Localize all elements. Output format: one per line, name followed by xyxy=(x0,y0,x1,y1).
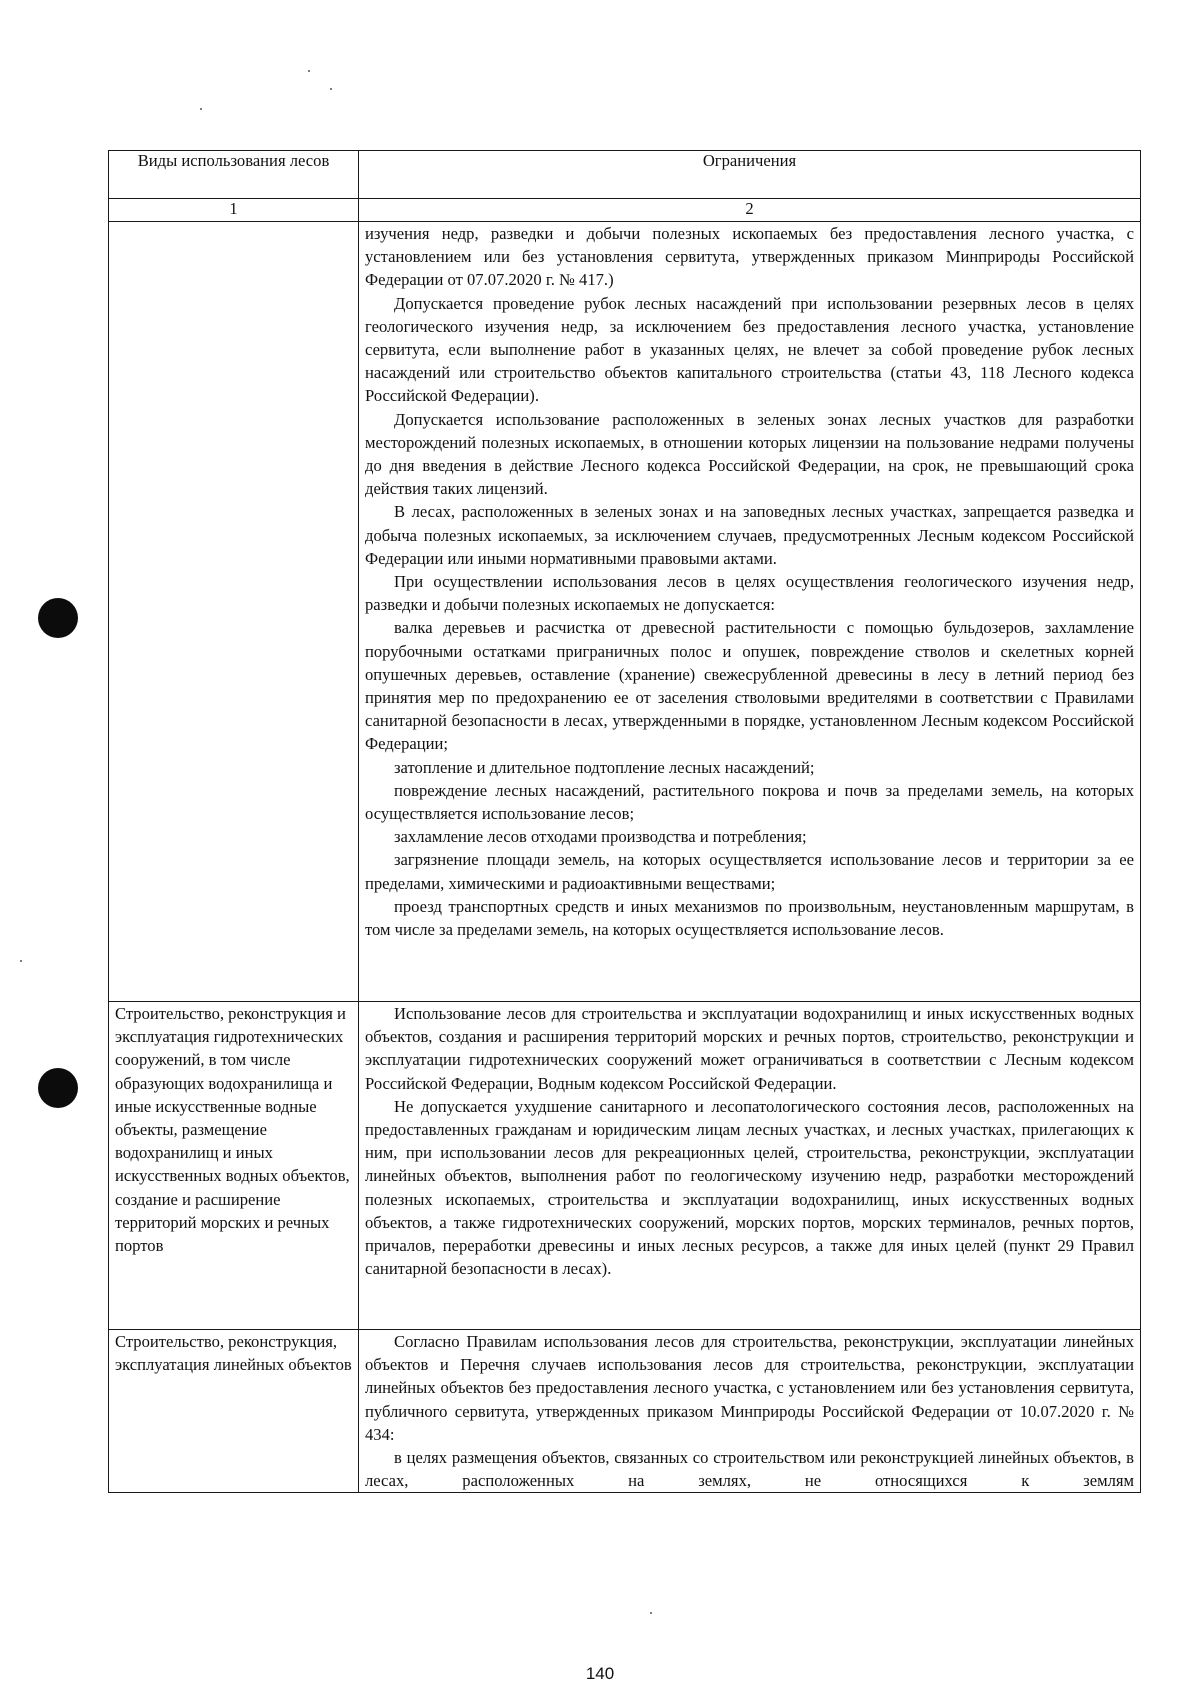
row-category: Строительство, реконструкция, эксплуатация линейных объектов xyxy=(109,1330,359,1493)
scan-speck xyxy=(20,960,22,962)
table-row xyxy=(109,1330,1141,1493)
row-restrictions xyxy=(359,1002,1141,1330)
restriction-paragraph: в целях размещения объектов, связанных со строительством или реконструкцией линейных объектов, в лесах, расположенных на землях, не относящихся к землям xyxy=(365,1448,1134,1491)
row-restrictions xyxy=(359,222,1141,1002)
column-number-1: 1 xyxy=(109,199,359,222)
restriction-paragraph: В лесах, расположенных в зеленых зонах и на заповедных лесных участках, запрещается разведка и добыча полезных ископаемых, за исключением случаев, предусмотренных Лесным кодексом Российской Федерации или иными нормативными правовыми актами. xyxy=(365,502,1134,568)
restriction-paragraph: Использование лесов для строительства и эксплуатации водохранилищ и иных искусственных водных объектов, создания и расширения территорий морских и речных портов, строительство, реконструкции и эксплуатации гидротехнических сооружений может ограничиваться в соответствии с Лесным кодексом Российской Федерации, Водным кодексом Российской Федерации. xyxy=(365,1004,1134,1093)
table-row xyxy=(109,1002,1141,1330)
page-number: 140 xyxy=(585,1664,615,1683)
restriction-list-item: загрязнение площади земель, на которых осуществляется использование лесов и территории за ее пределами, химическими и радиоактивными веществами; xyxy=(365,850,1134,893)
binder-hole xyxy=(38,598,78,638)
header-col-forest-use-types: Виды использования лесов xyxy=(109,151,359,199)
row-category: Строительство, реконструкция и эксплуатация гидротехнических сооружений, в том числе образующих водохранилища и иные искусственные водные объекты, размещение водохранилищ и иных искусственных водных объектов, создание и расширение территорий морских и речных портов xyxy=(109,1002,359,1330)
restriction-list-item: повреждение лесных насаждений, растительного покрова и почв за пределами земель, на которых осуществляется использование лесов; xyxy=(365,780,1134,824)
scan-speck xyxy=(308,70,310,72)
forest-use-restrictions-table xyxy=(108,150,1141,1493)
scan-speck xyxy=(330,88,332,90)
restriction-paragraph: При осуществлении использования лесов в целях осуществления геологического изучения недр, разведки и добычи полезных ископаемых не допускается: xyxy=(365,572,1134,615)
restriction-paragraph: Не допускается ухудшение санитарного и лесопатологического состояния лесов, расположенных на предоставленных гражданам и юридическим лицам лесных участках, и лесных участках, прилегающих к ним, при использовании лесов для рекреационных целей, строительства, реконструкции, эксплуатации линейных объектов, выполнения работ по геологическому изучению недр, разработки месторождений полезных ископаемых, строительства и эксплуатации водохранилищ, иных искусственных водных объектов, а также гидротехнических сооружений, морских портов, морских терминалов, речных портов, причалов, переработки древесины и иных лесных ресурсов, а также для иных целей (пункт 29 Правил санитарной безопасности в лесах). xyxy=(365,1096,1134,1279)
row-restrictions xyxy=(359,1330,1141,1493)
table-header-row xyxy=(109,151,1141,199)
restriction-paragraph: изучения недр, разведки и добычи полезных ископаемых без предоставления лесного участка, с установлением или без установления сервитута, утвержденных приказом Минприроды Российской Федерации от 07.07.2020 г. № 417.) xyxy=(365,224,1134,290)
restriction-list-item: затопление и длительное подтопление лесных насаждений; xyxy=(394,757,815,777)
table-row xyxy=(109,222,1141,1002)
restriction-paragraph: Допускается использование расположенных в зеленых зонах лесных участков для разработки месторождений полезных ископаемых, в отношении которых лицензии на пользование недрами получены до дня введения в действие Лесного кодекса Российской Федерации, на срок, не превышающий срока действия таких лицензий. xyxy=(365,409,1134,499)
row-category xyxy=(109,222,359,1002)
scan-speck xyxy=(200,108,202,110)
scan-speck xyxy=(650,1612,652,1614)
binder-hole xyxy=(38,1068,78,1108)
header-col-restrictions: Ограничения xyxy=(359,151,1141,199)
restriction-paragraph: Допускается проведение рубок лесных насаждений при использовании резервных лесов в целях геологического изучения недр, за исключением без предоставления лесного участка, установление сервитута, если выполнение работ в указанных целях, не влечет за собой проведение рубок лесных насаждений или строительство объектов капитального строительства (статьи 43, 118 Лесного кодекса Российской Федерации). xyxy=(365,293,1134,406)
restriction-list-item: проезд транспортных средств и иных механизмов по произвольным, неустановленным маршрутам, в том числе за пределами земель, на которых осуществляется использование лесов. xyxy=(365,896,1134,940)
column-number-2: 2 xyxy=(359,199,1141,222)
table-column-numbers-row xyxy=(109,199,1141,222)
restriction-paragraph: Согласно Правилам использования лесов для строительства, реконструкции, эксплуатации линейных объектов и Перечня случаев использования лесов для строительства, реконструкции, эксплуатации линейных объектов без предоставления лесного участка, с установлением или без установления сервитута, публичного сервитута, утвержденных приказом Минприроды Российской Федерации от 10.07.2020 г. № 434: xyxy=(365,1332,1134,1444)
restriction-list-item: валка деревьев и расчистка от древесной растительности с помощью бульдозеров, захламление порубочными остатками приграничных полос и опушек, повреждение стволов и скелетных корней опушечных деревьев, оставление (хранение) свежесрубленной древесины в лесу в летний период без принятия мер по предохранению ее от заселения стволовыми вредителями в соответствии с Правилами санитарной безопасности в лесах, утвержденными в порядке, установленном Лесным кодексом Российской Федерации; xyxy=(365,618,1134,754)
restriction-list-item: захламление лесов отходами производства и потребления; xyxy=(394,827,807,847)
